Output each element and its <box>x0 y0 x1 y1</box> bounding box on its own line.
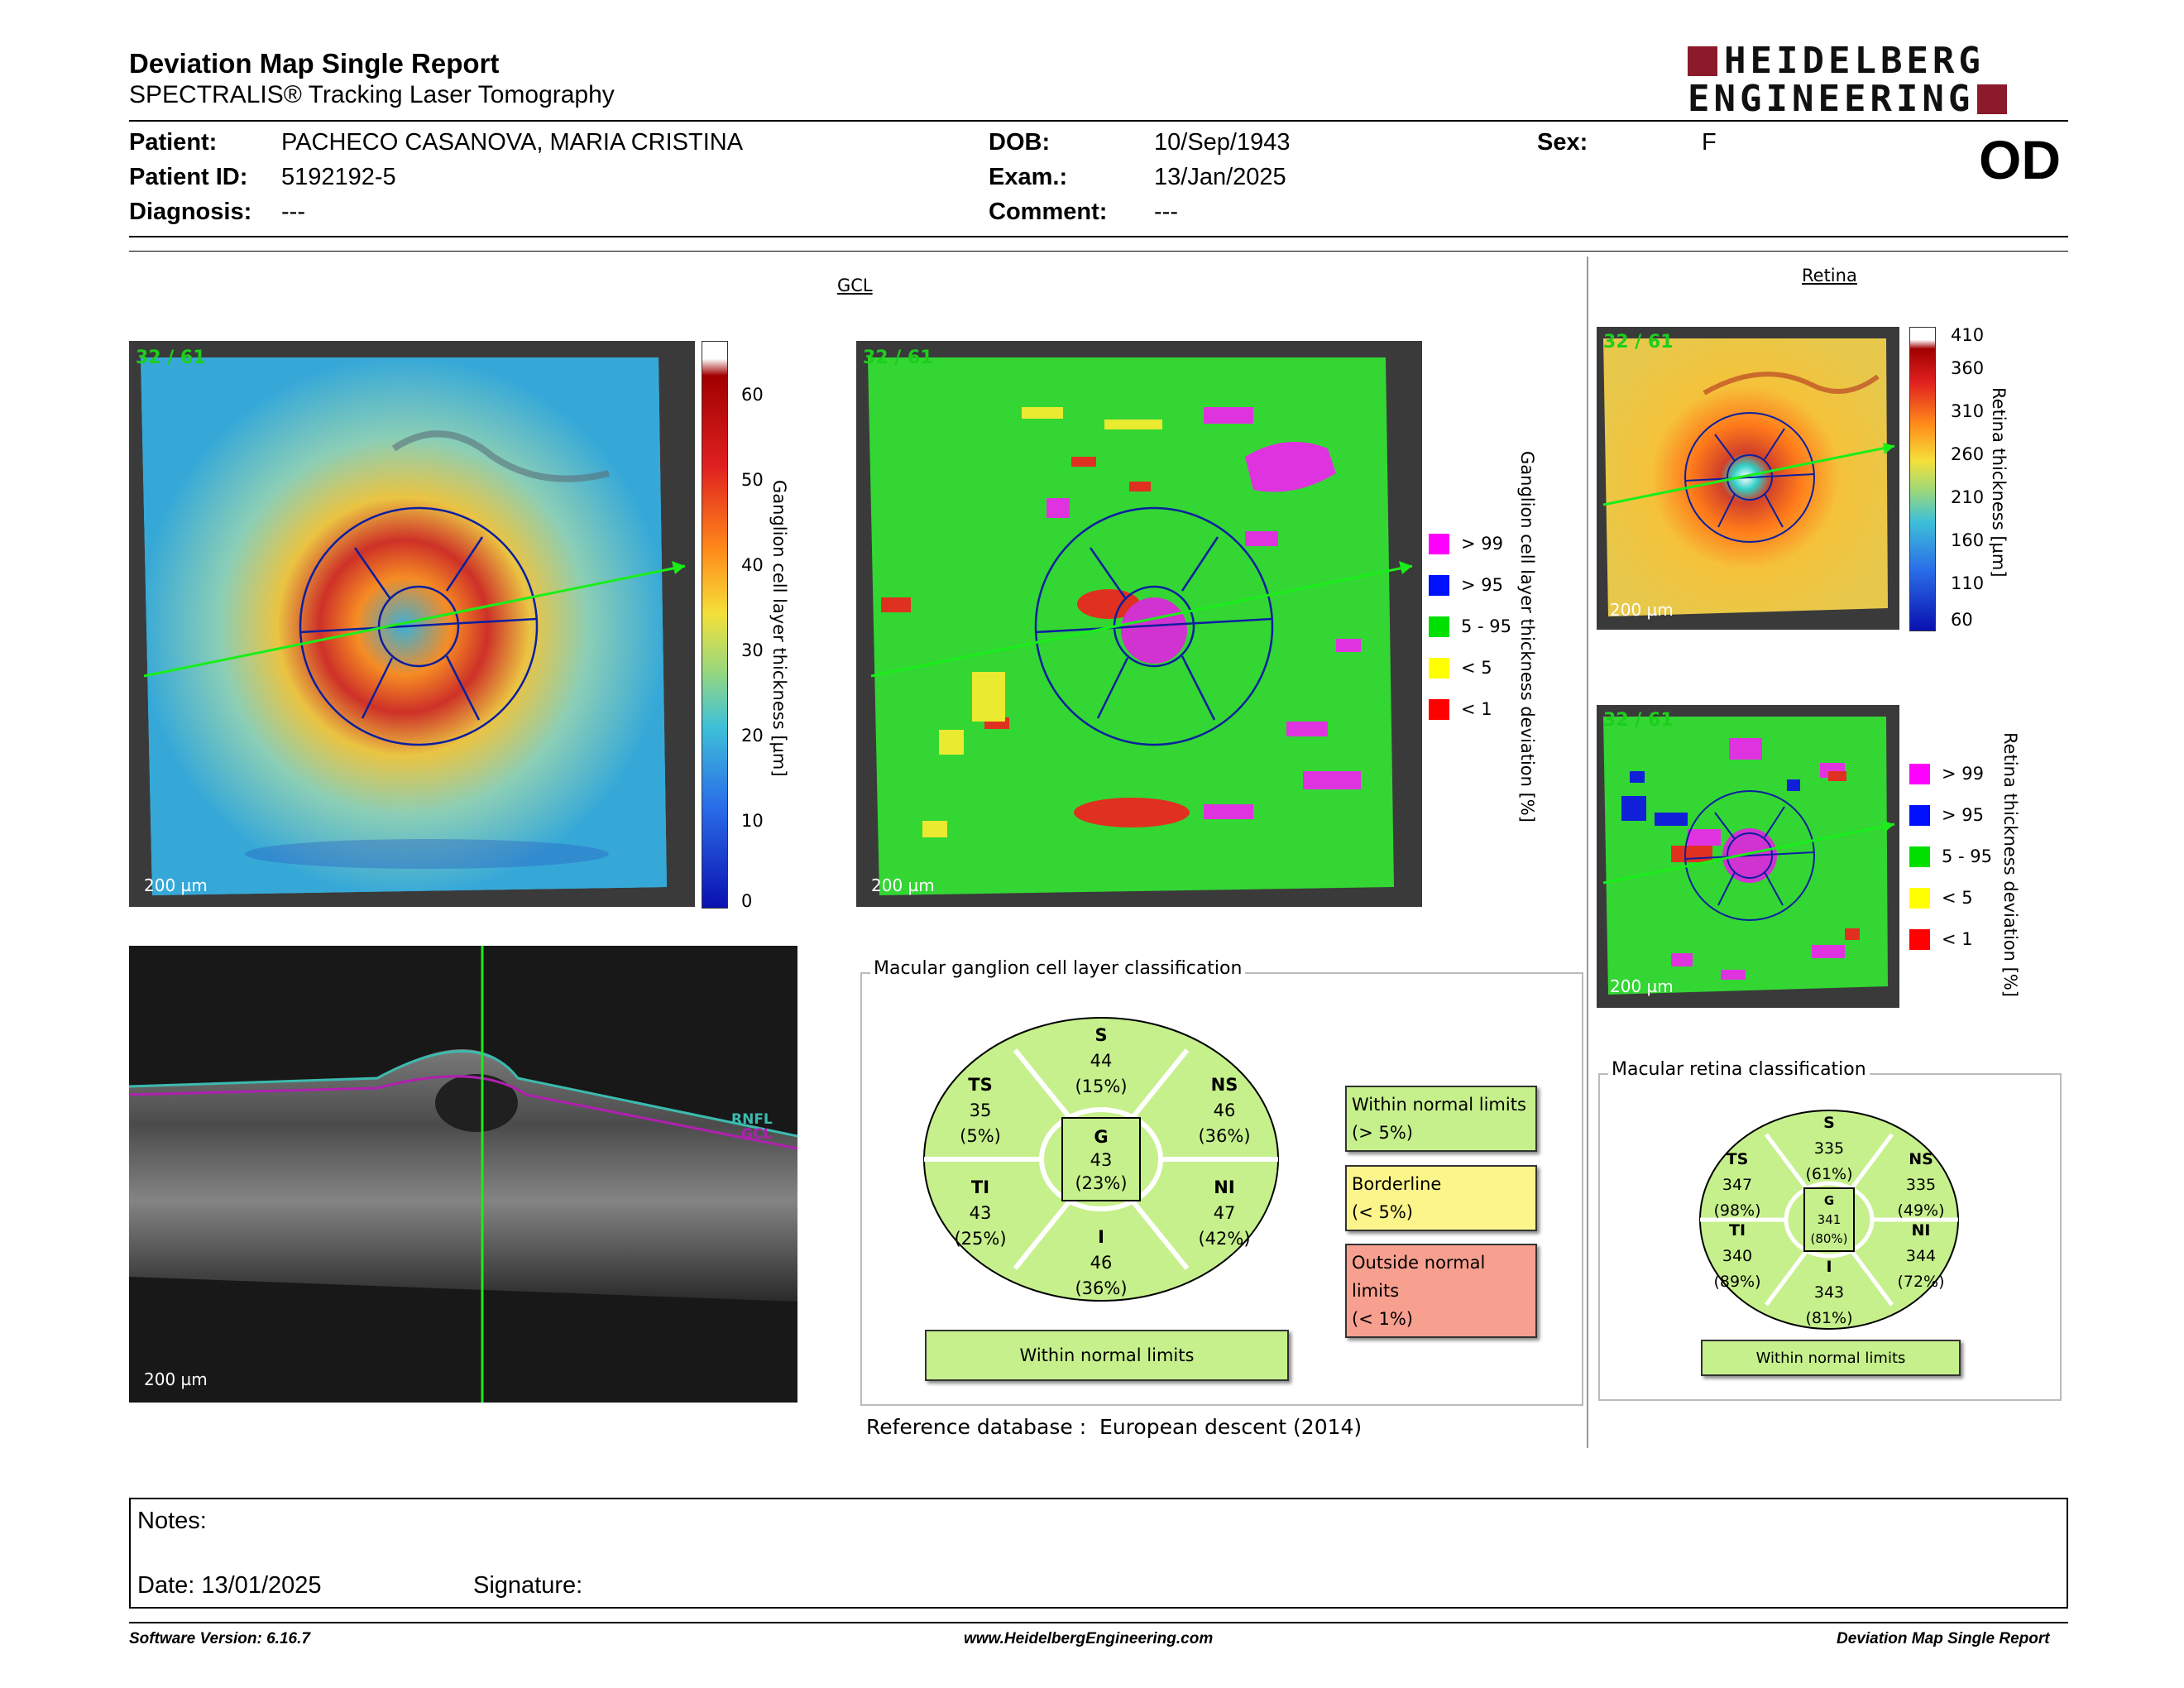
retina-thickness-axis-label: Retina thickness [µm] <box>1989 387 2009 578</box>
gcl-tick: 50 <box>741 470 764 490</box>
gcl-tick: 60 <box>741 385 764 405</box>
retina-tick: 160 <box>1951 530 1985 550</box>
gcl-thickness-map <box>129 341 695 907</box>
retina-tick: 110 <box>1951 573 1985 593</box>
patient-label: Patient: <box>129 129 218 156</box>
retina-deviation-frame-count: 32 / 61 <box>1603 710 1674 731</box>
gcl-tick: 30 <box>741 640 764 660</box>
retina-sector-chart <box>1698 1109 1960 1331</box>
legend-item: > 95 <box>1429 573 1511 597</box>
legend-item: > 99 <box>1909 761 1992 786</box>
legend-item: < 5 <box>1909 885 1992 910</box>
dob-label: DOB: <box>989 129 1051 156</box>
gcl-deviation-legend <box>1429 531 1511 738</box>
gcl-deviation-axis-label: Ganglion cell layer thickness deviation [%] <box>1517 451 1537 822</box>
patient-name: PACHECO CASANOVA, MARIA CRISTINA <box>281 129 744 156</box>
gcl-sector-s: S 44 (15%) <box>1075 1025 1128 1096</box>
software-version: Software Version: 6.16.7 <box>129 1630 310 1647</box>
retina-tick: 360 <box>1951 358 1985 378</box>
diagnosis-value: --- <box>281 199 305 225</box>
legend-item: < 5 <box>1429 655 1511 680</box>
dob-value: 10/Sep/1943 <box>1154 129 1291 156</box>
retina-sector-s: S 335 (61%) <box>1805 1114 1853 1183</box>
gcl-thickness-scale: 200 µm <box>144 875 208 895</box>
legend-item: 5 - 95 <box>1429 614 1511 639</box>
retina-tick: 260 <box>1951 444 1985 464</box>
report-subtitle: SPECTRALIS® Tracking Laser Tomography <box>129 81 615 108</box>
retina-thickness-frame-count: 32 / 61 <box>1603 332 1674 352</box>
retina-thickness-ticks <box>1951 325 1992 631</box>
gcl-sector-chart <box>922 1016 1280 1302</box>
gcl-deviation-scale: 200 µm <box>871 875 935 895</box>
retina-deviation-scale: 200 µm <box>1610 976 1674 996</box>
retina-deviation-legend <box>1909 761 1992 968</box>
sex-value: F <box>1702 129 1717 156</box>
gcl-thickness-colorbar <box>702 341 728 909</box>
retina-sector-i: I 343 (81%) <box>1805 1258 1853 1327</box>
gcl-sector-i: I 46 (36%) <box>1075 1227 1128 1298</box>
retina-deviation-map <box>1597 705 1899 1008</box>
notes-box <box>129 1498 2068 1609</box>
gcl-deviation-map <box>856 341 1422 907</box>
patient-id: 5192192-5 <box>281 164 396 190</box>
retina-section-label: Retina <box>1802 266 1857 285</box>
bscan-scale: 200 µm <box>144 1369 208 1389</box>
company-logo: HEIDELBERG ENGINEERING <box>1688 45 2068 121</box>
sex-label: Sex: <box>1537 129 1588 156</box>
retina-sector-ns: NS 335 (49%) <box>1897 1150 1945 1220</box>
patient-id-label: Patient ID: <box>129 164 248 190</box>
gcl-tick: 0 <box>741 891 753 911</box>
gcl-tick: 40 <box>741 555 764 575</box>
notes-date: Date: 13/01/2025 <box>137 1572 322 1599</box>
rnfl-layer-label: RNFL <box>731 1111 773 1128</box>
reference-database: Reference database : European descent (2014) <box>866 1415 1363 1439</box>
status-within-normal: Within normal limits (> 5%) <box>1345 1086 1537 1152</box>
gcl-tick: 10 <box>741 811 764 831</box>
status-outside-normal: Outside normal limits (< 1%) <box>1345 1244 1537 1338</box>
legend-item: < 1 <box>1909 927 1992 952</box>
legend-item: > 99 <box>1429 531 1511 556</box>
retina-sector-ni: NI 344 (72%) <box>1897 1221 1945 1291</box>
eye-indicator: OD <box>1979 129 2061 190</box>
retina-thickness-colorbar <box>1909 327 1936 631</box>
gcl-sector-ti: TI 43 (25%) <box>954 1177 1007 1249</box>
header-divider <box>129 120 2068 122</box>
gcl-sector-ni: NI 47 (42%) <box>1198 1177 1251 1249</box>
report-title: Deviation Map Single Report <box>129 48 500 79</box>
retina-thickness-scale: 200 µm <box>1610 600 1674 620</box>
footer-divider <box>129 1622 2068 1623</box>
retina-thickness-map <box>1597 327 1899 630</box>
patient-divider-1 <box>129 236 2068 237</box>
gcl-overall-classification: Within normal limits <box>925 1330 1289 1381</box>
gcl-sector-ts: TS 35 (5%) <box>960 1075 1001 1146</box>
legend-item: > 95 <box>1909 803 1992 827</box>
diagnosis-label: Diagnosis: <box>129 199 252 225</box>
retina-sector-g: G 341 (80%) <box>1810 1193 1848 1246</box>
oct-bscan <box>129 946 797 1403</box>
comment-value: --- <box>1154 199 1178 225</box>
legend-item: < 1 <box>1429 697 1511 722</box>
retina-classification-title: Macular retina classification <box>1608 1059 1870 1080</box>
section-divider <box>1587 257 1588 1448</box>
retina-sector-ts: TS 347 (98%) <box>1713 1150 1761 1220</box>
exam-value: 13/Jan/2025 <box>1154 164 1286 190</box>
status-borderline: Borderline (< 5%) <box>1345 1165 1537 1231</box>
retina-tick: 210 <box>1951 487 1985 507</box>
gcl-tick: 20 <box>741 726 764 746</box>
retina-overall-classification: Within normal limits <box>1701 1340 1961 1376</box>
gcl-thickness-axis-label: Ganglion cell layer thickness [µm] <box>769 480 789 777</box>
gcl-sector-g: G 43 (23%) <box>1075 1127 1128 1193</box>
exam-label: Exam.: <box>989 164 1068 190</box>
retina-tick: 310 <box>1951 401 1985 421</box>
retina-deviation-axis-label: Retina thickness deviation [%] <box>2000 732 2020 997</box>
gcl-classification-title: Macular ganglion cell layer classification <box>870 958 1245 979</box>
comment-label: Comment: <box>989 199 1108 225</box>
gcl-layer-label: GCL <box>741 1126 773 1143</box>
gcl-sector-ns: NS 46 (36%) <box>1198 1075 1251 1146</box>
notes-label: Notes: <box>137 1508 207 1534</box>
gcl-section-label: GCL <box>837 276 873 295</box>
gcl-deviation-frame-count: 32 / 61 <box>863 348 933 368</box>
footer-report-name: Deviation Map Single Report <box>1837 1630 2050 1647</box>
retina-tick: 410 <box>1951 325 1985 345</box>
patient-divider-2 <box>129 251 2068 252</box>
signature-label: Signature: <box>473 1572 583 1599</box>
retina-sector-ti: TI 340 (89%) <box>1713 1221 1761 1291</box>
company-website: www.HeidelbergEngineering.com <box>964 1630 1214 1647</box>
gcl-thickness-frame-count: 32 / 61 <box>136 348 206 368</box>
legend-item: 5 - 95 <box>1909 844 1992 869</box>
retina-tick: 60 <box>1951 610 1973 630</box>
